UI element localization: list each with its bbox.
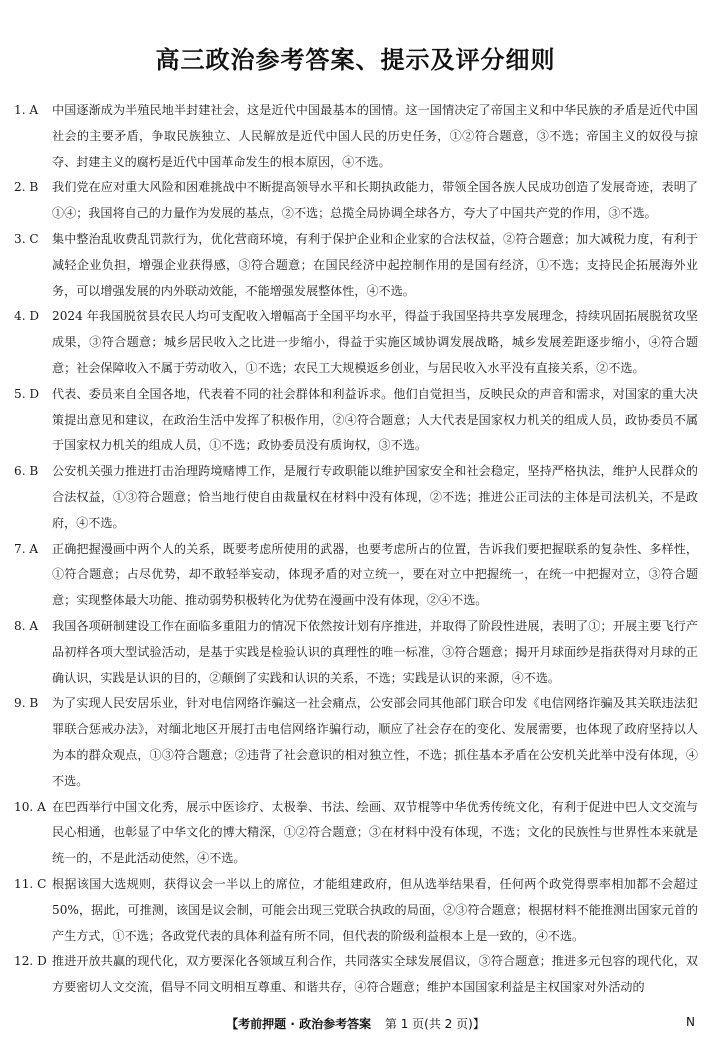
footer-title: 【考前押题 · 政治参考答案 [226,1017,372,1031]
answer-item [14,795,698,872]
answer-item [14,98,698,175]
answer-item [14,614,698,691]
answer-text: 根据该国大选规则，获得议会一半以上的席位，才能组建政府，但从选举结果看，任何两个政党得票率相加都不会超过 50%，据此，可推测，该国是议会制，可能会出现三党联合执政的局面，②③符合题意；根据材料不能推测出国家元首的产生方式，①不选；各政党代表的具体利益有所不同，但代表的阶级利益根本上是一致的，④不选。 [52,876,698,943]
answer-text: 2024 年我国脱贫县农民人均可支配收入增幅高于全国平均水平，得益于我国坚持共享发展理念，持续巩固拓展脱贫攻坚成果，③符合题意；城乡居民收入之比进一步缩小，得益于实施区域协调发展战略，城乡发展差距逐步缩小，④符合题意；社会保障收入不属于劳动收入，①不选；农民工大规模返乡创业，与居民收入水平没有直接关系，②不选。 [52,309,698,375]
answer-number: 7. A [14,541,39,556]
answer-number: 6. B [14,464,39,479]
answer-number: 12. D [14,954,47,969]
page-title: 高三政治参考答案、提示及评分细则 [155,45,556,74]
answer-list [14,98,698,1001]
footer-mark: N [686,1015,695,1029]
answer-number: 9. B [14,696,39,711]
answer-item [14,537,698,614]
answer-item [14,227,698,304]
answer-text: 正确把握漫画中两个人的关系，既要考虑所使用的武器，也要考虑所占的位置，告诉我们要把握联系的复杂性、多样性，①符合题意；占尽优势，却不敢轻举妄动，体现矛盾的对立统一，要在对立中把握统一，在统一中把握对立，③符合题意；实现整体最大功能、推动弱势积极转化为优势在漫画中没有体现，②④不选。 [52,541,698,608]
answer-text: 代表、委员来自全国各地，代表着不同的社会群体和利益诉求。他们自觉担当，反映民众的声音和需求，对国家的重大决策提出意见和建议，在政治生活中发挥了积极作用，②④符合题意；人大代表是国家权力机关的组成人员，政协委员不属于国家权力机关的组成人员，①不选；政协委员没有质询权，③不选。 [52,386,698,453]
answer-text: 在巴西举行中国文化秀，展示中医诊疗、太极拳、书法、绘画、双节棍等中华优秀传统文化，有利于促进中巴人文交流与民心相通，也彰显了中华文化的博大精深，①②符合题意；③在材料中没有体现，不选；文化的民族性与世界性本来就是统一的，不是此活动使然，④不选。 [52,799,698,866]
answer-number: 2. B [14,180,39,195]
answer-item [14,949,698,1001]
answer-text: 为了实现人民安居乐业，针对电信网络诈骗这一社会痛点，公安部会同其他部门联合印发《电信网络诈骗及其关联违法犯罪联合惩戒办法》，对缅北地区开展打击电信网络诈骗行动，顺应了社会存在的变化、发展需要，也体现了政府坚持以人为本的群众观点，①③符合题意；②违背了社会意识的相对独立性，不选；抓住基本矛盾在公安机关此举中没有体现，④不选。 [52,696,698,788]
answer-number: 5. D [14,386,40,401]
answer-text: 集中整治乱收费乱罚款行为，优化营商环境，有利于保护企业和企业家的合法权益，②符合题意；加大减税力度，有利于减轻企业负担，增强企业获得感，③符合题意；在国民经济中起控制作用的是国有经济，①不选；支持民企拓展海外业务，可以增强发展的内外联动效能，不能增强发展整体性，④不选。 [52,231,698,298]
answer-number: 3. C [14,231,39,246]
answer-number: 11. C [14,876,47,891]
answer-item [14,304,698,381]
answer-number: 1. A [14,103,39,117]
answer-item [14,382,698,459]
answer-text: 中国逐渐成为半殖民地半封建社会，这是近代中国最基本的国情。这一国情决定了帝国主义和中华民族的矛盾是近代中国社会的主要矛盾，争取民族独立、人民解放是近代中国人民的历史任务，①②符合题意，③不选；帝国主义的奴役与掠夺、封建主义的腐朽是近代中国革命发生的根本原因，④不选。 [52,103,698,169]
answer-text: 我们党在应对重大风险和困难挑战中不断提高领导水平和长期执政能力，带领全国各族人民成功创造了发展奇迹，表明了①④；我国将自己的力量作为发展的基点，②不选；总揽全局协调全球各方，夸大了中国共产党的作用，③不选。 [52,180,698,221]
answer-item [14,175,698,227]
answer-item [14,459,698,536]
answer-item [14,872,698,949]
answer-number: 4. D [14,309,40,324]
answer-number: 8. A [14,618,39,633]
page-footer [0,1015,711,1032]
footer-page-number: 第 1 页(共 2 页)】 [384,1017,485,1031]
answer-number: 10. A [14,799,46,814]
answer-text: 公安机关强力推进打击治理跨境赌博工作，是履行专政职能以维护国家安全和社会稳定，坚持严格执法，维护人民群众的合法权益，①③符合题意；恰当地行使自由裁量权在材料中没有体现，②不选；推进公正司法的主体是司法机关，不是政府，④不选。 [52,464,698,530]
answer-text: 我国各项研制建设工作在面临多重阻力的情况下依然按计划有序推进，并取得了阶段性进展，表明了①；开展主要飞行产品初样各项大型试验活动，是基于实践是检验认识的真理性的唯一标准，③符合题意；揭开月球面纱是指获得对月球的正确认识，实践是认识的目的，②颠倒了实践和认识的关系，不选；实践是认识的来源，④不选。 [52,618,698,685]
answer-item [14,691,698,794]
answer-text: 推进开放共赢的现代化，双方要深化各领域互利合作，共同落实全球发展倡议，③符合题意；推进多元包容的现代化，双方要密切人文交流，倡导不同文明相互尊重、和谐共存，④符合题意；维护本国国家利益是主权国家对外活动的 [52,954,698,995]
